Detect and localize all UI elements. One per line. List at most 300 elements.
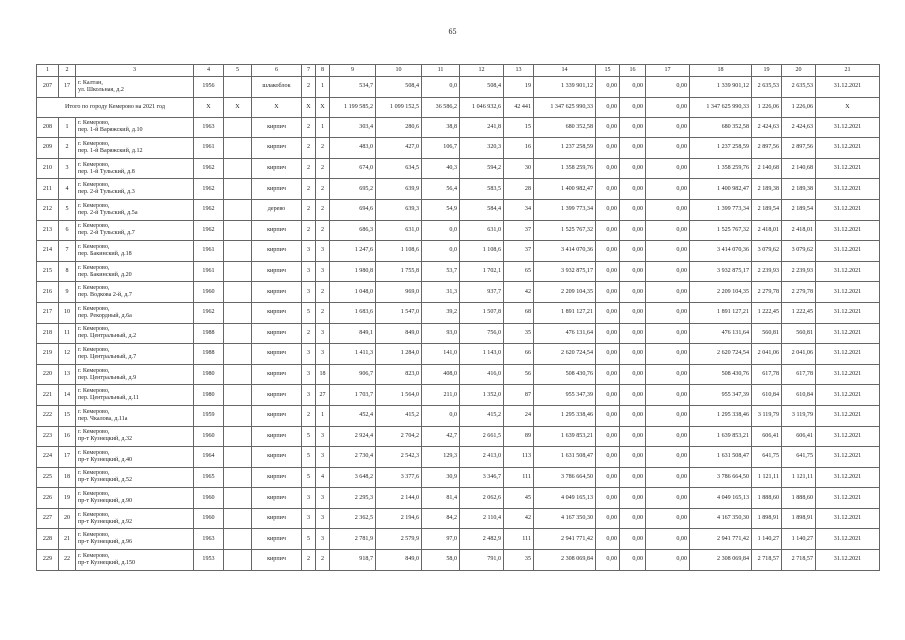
total-value-cell: 1 226,06 — [752, 97, 782, 117]
date-cell: 31.12.2021 — [816, 138, 880, 159]
table-cell — [224, 467, 252, 488]
table-row — [37, 405, 880, 426]
table-cell — [224, 282, 252, 303]
date-cell: 31.12.2021 — [816, 77, 880, 98]
value-cell: 30 — [504, 158, 534, 179]
value-cell: 617,78 — [782, 364, 816, 385]
value-cell: 3 414 070,36 — [690, 241, 752, 262]
year-cell: 1980 — [194, 364, 224, 385]
material-cell: кирпич — [252, 302, 302, 323]
column-header: 21 — [816, 65, 880, 77]
date-cell: 31.12.2021 — [816, 302, 880, 323]
material-cell: кирпич — [252, 550, 302, 571]
address-street: ул. Школьная, д.2 — [78, 86, 124, 93]
material-cell: кирпич — [252, 261, 302, 282]
table-cell: 2 — [302, 158, 316, 179]
address-street: пр-т Кузнецкий, д.150 — [78, 559, 136, 566]
item-number-cell: 10 — [59, 302, 76, 323]
value-cell: 0,00 — [620, 302, 646, 323]
total-cell: X — [224, 97, 252, 117]
value-cell: 1 108,6 — [376, 241, 422, 262]
address-street: пр-т Кузнецкий, д.32 — [78, 436, 133, 443]
column-header: 9 — [330, 65, 376, 77]
value-cell: 2 239,93 — [752, 261, 782, 282]
item-number-cell: 9 — [59, 282, 76, 303]
value-cell: 320,3 — [460, 138, 504, 159]
table-cell: 2 — [302, 323, 316, 344]
table-cell — [224, 385, 252, 406]
item-number-cell: 8 — [59, 261, 76, 282]
table-row — [37, 179, 880, 200]
value-cell: 106,7 — [422, 138, 460, 159]
total-value-cell: 1 199 585,2 — [330, 97, 376, 117]
table-cell: 5 — [302, 426, 316, 447]
date-cell: 31.12.2021 — [816, 550, 880, 571]
address-city: г. Кемерово, — [78, 285, 110, 292]
value-cell: 1 525 767,32 — [534, 220, 596, 241]
value-cell: 0,00 — [596, 447, 620, 468]
value-cell: 1 898,91 — [752, 508, 782, 529]
value-cell: 631,0 — [460, 220, 504, 241]
address-street: пр-т Кузнецкий, д.52 — [78, 477, 133, 484]
table-cell — [224, 488, 252, 509]
row-number-cell: 227 — [37, 508, 59, 529]
header-row — [37, 65, 880, 77]
material-cell: кирпич — [252, 426, 302, 447]
total-label: Итого по городу Кемерово на 2021 год — [37, 97, 194, 117]
value-cell: 58,0 — [422, 550, 460, 571]
table-cell — [224, 364, 252, 385]
value-cell: 1 891 127,21 — [690, 302, 752, 323]
material-cell: кирпич — [252, 488, 302, 509]
value-cell: 15 — [504, 117, 534, 138]
table-cell — [224, 344, 252, 365]
value-cell: 0,00 — [646, 467, 690, 488]
table-row — [37, 447, 880, 468]
value-cell: 2 209 104,35 — [534, 282, 596, 303]
column-header: 3 — [76, 65, 194, 77]
material-cell: шлакоблок — [252, 77, 302, 98]
address-cell — [76, 364, 194, 385]
date-cell: 31.12.2021 — [816, 529, 880, 550]
value-cell: 408,0 — [422, 364, 460, 385]
year-cell: 1962 — [194, 220, 224, 241]
table-body — [37, 65, 880, 571]
table-row — [37, 138, 880, 159]
address-cell — [76, 302, 194, 323]
value-cell: 0,00 — [620, 488, 646, 509]
table-cell: 5 — [302, 302, 316, 323]
value-cell: 0,00 — [646, 364, 690, 385]
value-cell: 111 — [504, 529, 534, 550]
material-cell: кирпич — [252, 508, 302, 529]
date-cell: 31.12.2021 — [816, 282, 880, 303]
table-cell — [224, 302, 252, 323]
value-cell: 2 897,56 — [752, 138, 782, 159]
table-row — [37, 385, 880, 406]
material-cell: кирпич — [252, 138, 302, 159]
value-cell: 0,00 — [646, 405, 690, 426]
value-cell: 680 352,58 — [534, 117, 596, 138]
date-cell: 31.12.2021 — [816, 426, 880, 447]
address-city: г. Калтан, — [78, 79, 103, 86]
address-cell — [76, 220, 194, 241]
value-cell: 791,0 — [460, 550, 504, 571]
table-cell — [224, 220, 252, 241]
item-number-cell: 21 — [59, 529, 76, 550]
date-cell: 31.12.2021 — [816, 467, 880, 488]
value-cell: 0,00 — [646, 302, 690, 323]
item-number-cell: 13 — [59, 364, 76, 385]
total-value-cell: 42 441 — [504, 97, 534, 117]
value-cell: 0,00 — [620, 364, 646, 385]
row-number-cell: 216 — [37, 282, 59, 303]
address-street: пер. 1-й Варяжский, д.10 — [78, 127, 143, 134]
table-cell: 2 — [316, 199, 330, 220]
value-cell: 0,00 — [596, 241, 620, 262]
column-header: 18 — [690, 65, 752, 77]
value-cell: 3 079,62 — [782, 241, 816, 262]
address-street: пр-т Кузнецкий, д.90 — [78, 498, 133, 505]
table-cell: 27 — [316, 385, 330, 406]
value-cell: 0,00 — [646, 426, 690, 447]
table-row — [37, 426, 880, 447]
value-cell: 0,00 — [596, 385, 620, 406]
item-number-cell: 12 — [59, 344, 76, 365]
value-cell: 1 639 853,21 — [534, 426, 596, 447]
value-cell: 1 888,60 — [782, 488, 816, 509]
table-cell — [224, 261, 252, 282]
table-row — [37, 220, 880, 241]
value-cell: 2 924,4 — [330, 426, 376, 447]
address-cell — [76, 77, 194, 98]
address-street: пр-т Кузнецкий, д.40 — [78, 456, 133, 463]
value-cell: 39,2 — [422, 302, 460, 323]
row-number-cell: 212 — [37, 199, 59, 220]
address-city: г. Кемерово, — [78, 470, 110, 477]
column-header: 2 — [59, 65, 76, 77]
value-cell: 84,2 — [422, 508, 460, 529]
row-number-cell: 208 — [37, 117, 59, 138]
item-number-cell: 16 — [59, 426, 76, 447]
total-value-cell: 1 226,06 — [782, 97, 816, 117]
row-number-cell: 228 — [37, 529, 59, 550]
value-cell: 955 347,39 — [534, 385, 596, 406]
table-cell: 3 — [316, 261, 330, 282]
value-cell: 639,9 — [376, 179, 422, 200]
value-cell: 0,00 — [596, 323, 620, 344]
value-cell: 40,3 — [422, 158, 460, 179]
table-cell: 2 — [316, 158, 330, 179]
value-cell: 0,00 — [596, 199, 620, 220]
value-cell: 3 786 664,50 — [534, 467, 596, 488]
value-cell: 0,00 — [596, 508, 620, 529]
value-cell: 695,2 — [330, 179, 376, 200]
table-cell — [224, 138, 252, 159]
value-cell: 2 424,63 — [752, 117, 782, 138]
value-cell: 1 400 982,47 — [534, 179, 596, 200]
table-row — [37, 344, 880, 365]
address-city: г. Кемерово, — [78, 408, 110, 415]
value-cell: 1 237 258,59 — [534, 138, 596, 159]
table-row — [37, 261, 880, 282]
value-cell: 0,00 — [646, 158, 690, 179]
material-cell: кирпич — [252, 385, 302, 406]
value-cell: 2 194,6 — [376, 508, 422, 529]
value-cell: 617,78 — [752, 364, 782, 385]
date-cell: 31.12.2021 — [816, 405, 880, 426]
value-cell: 1 284,0 — [376, 344, 422, 365]
value-cell: 0,00 — [620, 199, 646, 220]
column-header: 7 — [302, 65, 316, 77]
value-cell: 427,0 — [376, 138, 422, 159]
value-cell: 0,00 — [620, 117, 646, 138]
value-cell: 2 418,01 — [782, 220, 816, 241]
column-header: 17 — [646, 65, 690, 77]
value-cell: 37 — [504, 241, 534, 262]
value-cell: 1 222,45 — [782, 302, 816, 323]
table-cell: 5 — [302, 529, 316, 550]
value-cell: 606,41 — [752, 426, 782, 447]
table-row — [37, 117, 880, 138]
address-city: г. Кемерово, — [78, 326, 110, 333]
material-cell: кирпич — [252, 529, 302, 550]
table-row — [37, 323, 880, 344]
value-cell: 2 704,2 — [376, 426, 422, 447]
value-cell: 0,00 — [620, 77, 646, 98]
date-cell: 31.12.2021 — [816, 488, 880, 509]
value-cell: 111 — [504, 467, 534, 488]
table-cell — [224, 550, 252, 571]
value-cell: 0,00 — [596, 344, 620, 365]
value-cell: 2 635,53 — [782, 77, 816, 98]
row-number-cell: 214 — [37, 241, 59, 262]
year-cell: 1963 — [194, 529, 224, 550]
address-street: пер. Центральный, д.9 — [78, 374, 137, 381]
total-cell: X — [302, 97, 316, 117]
item-number-cell: 14 — [59, 385, 76, 406]
value-cell: 1 339 901,12 — [534, 77, 596, 98]
address-cell — [76, 323, 194, 344]
value-cell: 2 308 069,84 — [534, 550, 596, 571]
table-cell: 5 — [302, 467, 316, 488]
value-cell: 1 564,0 — [376, 385, 422, 406]
value-cell: 2 189,54 — [782, 199, 816, 220]
item-number-cell: 6 — [59, 220, 76, 241]
value-cell: 0,00 — [620, 323, 646, 344]
address-street: пер. Бакинский, д.18 — [78, 250, 132, 257]
row-number-cell: 219 — [37, 344, 59, 365]
address-city: г. Кемерово, — [78, 223, 110, 230]
value-cell: 0,00 — [596, 405, 620, 426]
material-cell: кирпич — [252, 323, 302, 344]
value-cell: 1 411,3 — [330, 344, 376, 365]
value-cell: 3 119,79 — [752, 405, 782, 426]
value-cell: 2 189,38 — [752, 179, 782, 200]
year-cell: 1960 — [194, 508, 224, 529]
value-cell: 2 362,5 — [330, 508, 376, 529]
page-number: 65 — [448, 27, 457, 36]
value-cell: 634,5 — [376, 158, 422, 179]
table-cell: 2 — [302, 77, 316, 98]
value-cell: 0,0 — [422, 77, 460, 98]
row-number-cell: 213 — [37, 220, 59, 241]
value-cell: 631,0 — [376, 220, 422, 241]
value-cell: 0,00 — [646, 550, 690, 571]
value-cell: 1 547,0 — [376, 302, 422, 323]
value-cell: 4 049 165,13 — [534, 488, 596, 509]
material-cell: кирпич — [252, 467, 302, 488]
value-cell: 241,8 — [460, 117, 504, 138]
table-row — [37, 550, 880, 571]
column-header: 20 — [782, 65, 816, 77]
material-cell: кирпич — [252, 447, 302, 468]
table-cell: 2 — [302, 179, 316, 200]
material-cell: кирпич — [252, 241, 302, 262]
value-cell: 534,7 — [330, 77, 376, 98]
value-cell: 476 131,64 — [534, 323, 596, 344]
table-row — [37, 529, 880, 550]
year-cell: 1964 — [194, 447, 224, 468]
value-cell: 280,6 — [376, 117, 422, 138]
value-cell: 0,00 — [620, 179, 646, 200]
value-cell: 0,00 — [620, 158, 646, 179]
value-cell: 1 121,11 — [752, 467, 782, 488]
value-cell: 1 295 338,46 — [534, 405, 596, 426]
material-cell: кирпич — [252, 158, 302, 179]
address-street: пер. 1-й Варяжский, д.12 — [78, 147, 143, 154]
table-cell: 3 — [302, 385, 316, 406]
value-cell: 1 295 338,46 — [690, 405, 752, 426]
table-cell — [224, 508, 252, 529]
row-number-cell: 222 — [37, 405, 59, 426]
material-cell: кирпич — [252, 220, 302, 241]
value-cell: 415,2 — [376, 405, 422, 426]
value-cell: 1 352,0 — [460, 385, 504, 406]
address-street: пер. Чкалова, д.11а — [78, 415, 128, 422]
value-cell: 1 247,6 — [330, 241, 376, 262]
year-cell: 1960 — [194, 488, 224, 509]
table-cell — [224, 77, 252, 98]
table-row — [37, 282, 880, 303]
table-cell: 3 — [316, 488, 330, 509]
value-cell: 1 702,1 — [460, 261, 504, 282]
value-cell: 1 888,60 — [752, 488, 782, 509]
year-cell: 1962 — [194, 158, 224, 179]
column-header: 10 — [376, 65, 422, 77]
row-number-cell: 225 — [37, 467, 59, 488]
value-cell: 42,7 — [422, 426, 460, 447]
value-cell: 508 430,76 — [534, 364, 596, 385]
address-street: пер. Центральный, д.7 — [78, 353, 137, 360]
value-cell: 3 079,62 — [752, 241, 782, 262]
value-cell: 45 — [504, 488, 534, 509]
address-city: г. Кемерово, — [78, 120, 110, 127]
value-cell: 0,00 — [646, 138, 690, 159]
value-cell: 0,00 — [596, 179, 620, 200]
value-cell: 2 781,9 — [330, 529, 376, 550]
date-cell: 31.12.2021 — [816, 344, 880, 365]
table-cell: 3 — [316, 508, 330, 529]
value-cell: 0,00 — [620, 550, 646, 571]
address-street: пр-т Кузнецкий, д.92 — [78, 518, 133, 525]
value-cell: 97,0 — [422, 529, 460, 550]
total-value-cell: 0,00 — [646, 97, 690, 117]
value-cell: 0,00 — [620, 447, 646, 468]
year-cell: 1959 — [194, 405, 224, 426]
total-value-cell: 1 099 152,5 — [376, 97, 422, 117]
value-cell: 56,4 — [422, 179, 460, 200]
table-cell: 2 — [302, 138, 316, 159]
value-cell: 1 121,11 — [782, 467, 816, 488]
value-cell: 2 620 724,54 — [534, 344, 596, 365]
value-cell: 2 620 724,54 — [690, 344, 752, 365]
value-cell: 0,00 — [646, 241, 690, 262]
address-street: пер. 1-й Тульский, д.8 — [78, 168, 135, 175]
value-cell: 641,75 — [752, 447, 782, 468]
value-cell: 1 400 982,47 — [690, 179, 752, 200]
value-cell: 2 413,0 — [460, 447, 504, 468]
value-cell: 0,00 — [620, 241, 646, 262]
value-cell: 0,00 — [596, 364, 620, 385]
value-cell: 0,00 — [620, 467, 646, 488]
row-number-cell: 207 — [37, 77, 59, 98]
value-cell: 81,4 — [422, 488, 460, 509]
value-cell: 1 140,27 — [782, 529, 816, 550]
table-cell: 3 — [316, 529, 330, 550]
year-cell: 1980 — [194, 385, 224, 406]
value-cell: 849,0 — [376, 323, 422, 344]
address-city: г. Кемерово, — [78, 264, 110, 271]
year-cell: 1961 — [194, 241, 224, 262]
value-cell: 0,00 — [596, 138, 620, 159]
value-cell: 0,00 — [646, 199, 690, 220]
value-cell: 0,00 — [596, 302, 620, 323]
date-cell: 31.12.2021 — [816, 508, 880, 529]
value-cell: 2 661,5 — [460, 426, 504, 447]
value-cell: 30,9 — [422, 467, 460, 488]
value-cell: 0,00 — [596, 529, 620, 550]
value-cell: 1 339 901,12 — [690, 77, 752, 98]
address-cell — [76, 282, 194, 303]
value-cell: 0,00 — [620, 138, 646, 159]
column-header: 1 — [37, 65, 59, 77]
value-cell: 1 525 767,32 — [690, 220, 752, 241]
value-cell: 0,00 — [596, 220, 620, 241]
value-cell: 3 932 875,17 — [690, 261, 752, 282]
value-cell: 3 648,2 — [330, 467, 376, 488]
value-cell: 53,7 — [422, 261, 460, 282]
value-cell: 1 140,27 — [752, 529, 782, 550]
value-cell: 610,84 — [782, 385, 816, 406]
value-cell: 0,00 — [596, 77, 620, 98]
value-cell: 2 635,53 — [752, 77, 782, 98]
date-cell: 31.12.2021 — [816, 117, 880, 138]
value-cell: 2 718,57 — [782, 550, 816, 571]
value-cell: 2 239,93 — [782, 261, 816, 282]
item-number-cell: 3 — [59, 158, 76, 179]
value-cell: 89 — [504, 426, 534, 447]
table-cell — [224, 426, 252, 447]
item-number-cell: 17 — [59, 77, 76, 98]
row-number-cell: 226 — [37, 488, 59, 509]
table-cell: 2 — [302, 117, 316, 138]
table-cell — [224, 117, 252, 138]
table-cell: 3 — [316, 447, 330, 468]
material-cell: кирпич — [252, 405, 302, 426]
year-cell: 1965 — [194, 467, 224, 488]
table-cell — [224, 241, 252, 262]
